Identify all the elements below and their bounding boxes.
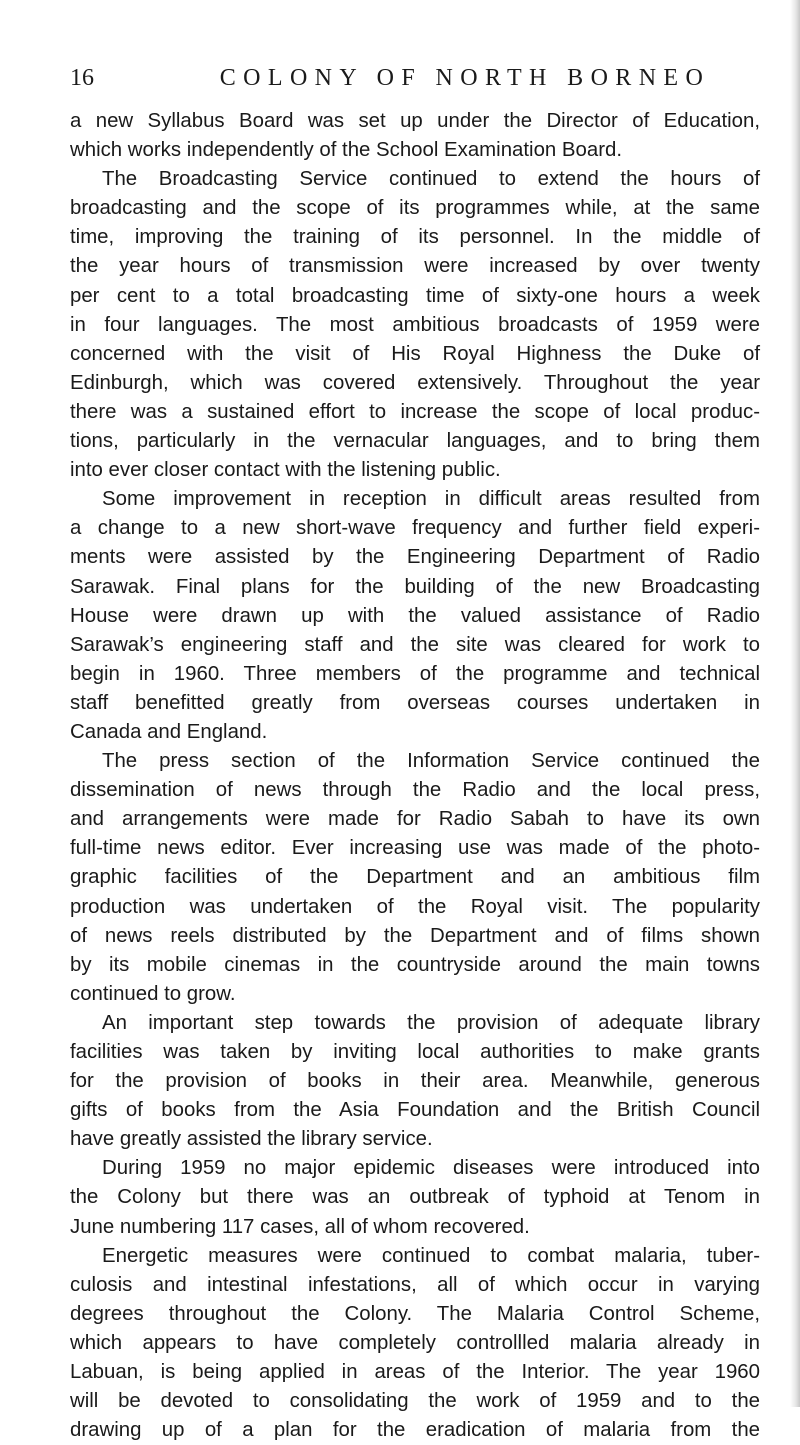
text-line: graphic facilities of the Department and an ambitious film — [70, 866, 760, 889]
paragraph — [70, 107, 760, 165]
paragraph — [70, 747, 760, 1009]
text-line: Edinburgh, which was covered extensively. Throughout the year — [70, 371, 760, 394]
page-header — [70, 58, 760, 98]
text-line: degrees throughout the Colony. The Malaria Control Scheme, — [70, 1302, 760, 1325]
page-edge-shadow — [790, 0, 800, 1407]
text-line: full-time news editor. Ever increasing use was made of the photo- — [70, 837, 760, 860]
text-line: which works independently of the School Examination Board. — [70, 139, 623, 162]
text-line: and arrangements were made for Radio Sabah to have its own — [70, 808, 760, 831]
text-line: House were drawn up with the valued assistance of Radio — [70, 604, 760, 627]
text-line: have greatly assisted the library service. — [70, 1128, 433, 1151]
text-line: Some improvement in reception in difficult areas resulted from — [102, 488, 760, 511]
text-line: by its mobile cinemas in the countryside around the main towns — [70, 953, 760, 976]
text-line: time, improving the training of its personnel. In the middle of — [70, 226, 760, 249]
text-line: production was undertaken of the Royal visit. The popularity — [70, 895, 760, 918]
text-line: a change to a new short-wave frequency and further field experi- — [70, 517, 760, 540]
text-line: will be devoted to consolidating the work of 1959 and to the — [70, 1390, 760, 1413]
text-line: the Colony but there was an outbreak of typhoid at Tenom in — [70, 1186, 760, 1209]
text-line: tions, particularly in the vernacular languages, and to bring them — [70, 430, 760, 453]
paragraph — [70, 1242, 760, 1445]
text-line: Energetic measures were continued to combat malaria, tuber- — [102, 1244, 760, 1267]
paragraph — [70, 1154, 760, 1241]
text-line: staff benefitted greatly from overseas courses undertaken in — [70, 691, 760, 714]
text-line: Sarawak’s engineering staff and the site was cleared for work to — [70, 633, 760, 656]
paragraph — [70, 485, 760, 747]
text-line: June numbering 117 cases, all of whom recovered. — [70, 1215, 530, 1238]
text-line: a new Syllabus Board was set up under the Director of Education, — [70, 110, 760, 132]
paragraph — [70, 1009, 760, 1154]
text-line: which appears to have completely controllled malaria already in — [70, 1331, 760, 1354]
text-line: the year hours of transmission were increased by over twenty — [70, 255, 760, 278]
text-line: for the provision of books in their area. Meanwhile, generous — [70, 1070, 760, 1093]
text-line: culosis and intestinal infestations, all of which occur in varying — [70, 1273, 760, 1296]
text-line: there was a sustained effort to increase the scope of local produc- — [70, 400, 760, 423]
text-line: Canada and England. — [70, 720, 268, 743]
running-head: COLONY OF NORTH BORNEO — [219, 65, 711, 91]
paragraph — [70, 165, 760, 485]
text-line: Labuan, is being applied in areas of the Interior. The year 1960 — [70, 1361, 760, 1384]
text-line: The press section of the Information Service continued the — [102, 750, 760, 773]
text-line: drawing up of a plan for the eradication of malaria from the — [70, 1419, 760, 1442]
page-number: 16 — [70, 65, 94, 91]
text-line: per cent to a total broadcasting time of sixty-one hours a week — [70, 284, 760, 307]
text-line: into ever closer contact with the listening public. — [70, 459, 501, 482]
text-line: continued to grow. — [70, 982, 236, 1005]
text-line: dissemination of news through the Radio and the local press, — [70, 779, 760, 802]
text-line: An important step towards the provision of adequate library — [102, 1011, 760, 1034]
text-line: Sarawak. Final plans for the building of the new Broadcasting — [70, 575, 760, 598]
text-line: in four languages. The most ambitious broadcasts of 1959 were — [70, 313, 760, 336]
text-line: facilities was taken by inviting local authorities to make grants — [70, 1041, 760, 1063]
text-line: begin in 1960. Three members of the programme and technical — [70, 662, 760, 685]
text-line: ments were assisted by the Engineering Department of Radio — [70, 546, 760, 569]
text-line: broadcasting and the scope of its programmes while, at the same — [70, 197, 760, 220]
text-line: gifts of books from the Asia Foundation and the British Council — [70, 1099, 760, 1122]
text-line: concerned with the visit of His Royal Highness the Duke of — [70, 342, 760, 365]
text-line: of news reels distributed by the Department and of films shown — [70, 924, 760, 947]
text-line: During 1959 no major epidemic diseases were introduced into — [102, 1157, 760, 1180]
text-line: The Broadcasting Service continued to extend the hours of — [102, 168, 760, 191]
body-text — [70, 107, 760, 1445]
